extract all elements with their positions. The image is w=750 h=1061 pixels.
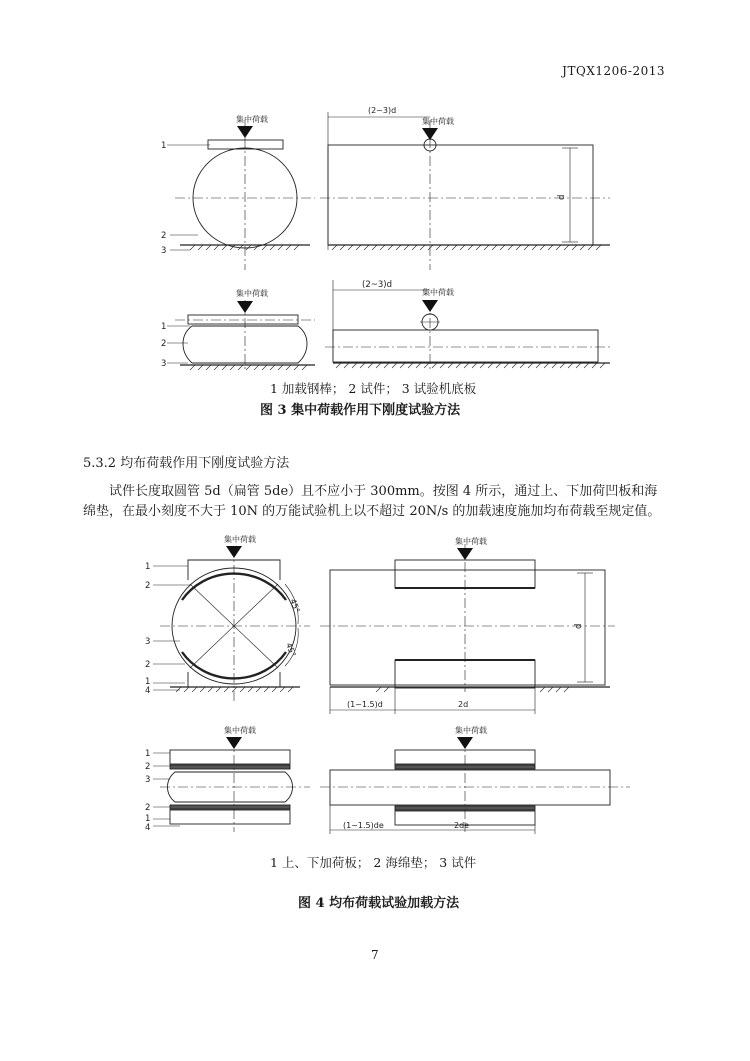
callout-number: 2 (161, 231, 167, 241)
callout-number: 1 (145, 749, 151, 759)
dim-span-label: (2~3)d (368, 106, 397, 115)
load-label: 集中荷载 (236, 289, 268, 298)
callout-number: 1 (145, 562, 151, 572)
dim-left-label: (1~1.5)d (347, 700, 383, 709)
callout-number: 1 (161, 141, 167, 151)
load-label: 集中荷载 (422, 288, 454, 297)
callout-number: 3 (145, 775, 151, 785)
callout-number: 1 (145, 814, 151, 824)
figure-3-legend: 1 加载钢棒； 2 试件； 3 试验机底板 (270, 381, 477, 396)
callout-number: 4 (145, 823, 151, 833)
angle-label: 45° (288, 597, 302, 615)
callout-number: 3 (161, 359, 167, 369)
load-label: 集中荷载 (455, 537, 487, 546)
dim-d-label: d (557, 194, 567, 200)
figure-4-legend: 1 上、下加荷板； 2 海绵垫； 3 试件 (270, 855, 477, 870)
callout-number: 3 (161, 246, 167, 256)
callout-number: 2 (145, 660, 151, 670)
callout-number: 4 (145, 686, 151, 696)
callout-number: 2 (145, 581, 151, 591)
load-label: 集中荷载 (455, 726, 487, 735)
load-arrow-icon (237, 301, 253, 313)
load-label: 集中荷载 (236, 115, 268, 124)
load-arrow-icon (422, 300, 438, 312)
figure-4-title: 图 4 均布荷载试验加载方法 (298, 896, 460, 911)
lower-loading-plate-flat (170, 810, 290, 824)
callout-number: 2 (145, 803, 151, 813)
callout-number: 1 (145, 677, 151, 687)
load-arrow-icon (457, 548, 473, 560)
dim-mid-label: 2d (458, 700, 469, 709)
callout-number: 2 (161, 339, 167, 349)
load-arrow-icon (226, 546, 242, 558)
upper-loading-plate-flat (170, 750, 290, 764)
load-label: 集中荷载 (224, 535, 256, 544)
figure-3-diagram (150, 100, 620, 375)
dim-d-label: d (574, 623, 584, 629)
dim-left-label: (1~1.5)de (343, 821, 384, 830)
figure-3-title: 图 3 集中荷载作用下刚度试验方法 (260, 403, 461, 418)
callout-number: 1 (161, 322, 167, 332)
document-code: JTQX1206-2013 (562, 64, 665, 78)
load-arrow-icon (226, 737, 242, 749)
section-paragraph: 试件长度取圆管 5d（扁管 5de）且不应小于 300mm。按图 4 所示，通过上、下加荷凹板和海绵垫，在最小刻度不大于 10N 的万能试验机上以不超过 20N/s 的加载速度施加均布荷载至规定值。 (83, 484, 661, 519)
figure-4-diagram (140, 532, 635, 837)
page-number: 7 (371, 948, 379, 962)
dim-span-label: (2~3)d (362, 280, 392, 290)
load-arrow-icon (237, 126, 253, 138)
sponge-pad-top (170, 765, 290, 769)
flat-pipe-long-view (333, 330, 598, 362)
load-arrow-icon (422, 128, 438, 140)
sponge-pad-bottom (170, 805, 290, 809)
load-label: 集中荷载 (224, 726, 256, 735)
dim-mid-label: 2de (454, 821, 470, 830)
callout-number: 3 (145, 637, 151, 647)
callout-number: 2 (145, 762, 151, 772)
pipe-long-view (328, 145, 593, 245)
flat-pipe-long-view (330, 770, 610, 805)
loading-rod-flat (188, 315, 298, 324)
load-label: 集中荷载 (422, 117, 454, 126)
angle-label: 45° (284, 641, 298, 659)
load-arrow-icon (457, 737, 473, 749)
section-heading: 5.3.2 均布荷载作用下刚度试验方法 (83, 456, 290, 471)
